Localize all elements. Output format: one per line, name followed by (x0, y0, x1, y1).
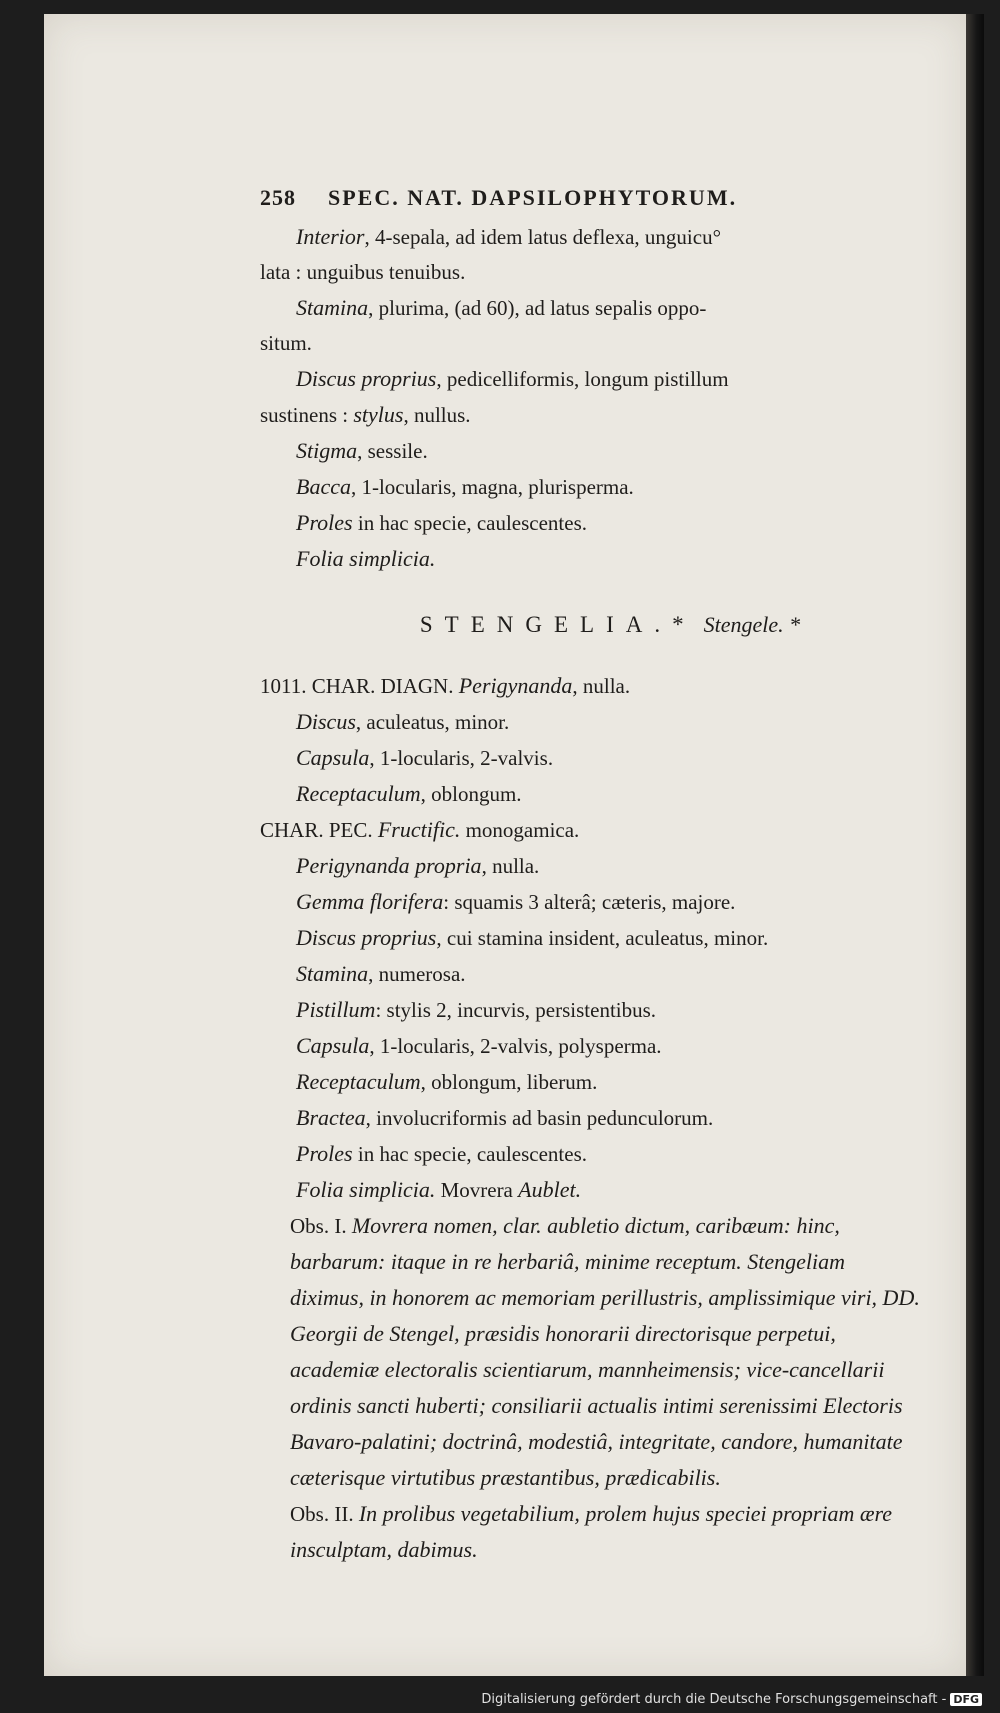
footer-text: Digitalisierung gefördert durch die Deutsche Forschungsgemeinschaft - (481, 1692, 947, 1707)
text-line: Receptaculum, oblongum, liberum. (296, 1069, 598, 1094)
text-line: lata : unguibus tenuibus. (260, 260, 466, 284)
text-line: Stamina, plurima, (ad 60), ad latus sepalis oppo- (296, 295, 707, 320)
observation-2 (260, 1496, 920, 1568)
text-line: Stigma, sessile. (296, 438, 428, 463)
text-line: 1011. CHAR. DIAGN. Perigynanda, nulla. (260, 673, 631, 698)
genus-vernacular: Stengele. * (703, 612, 801, 637)
observation-label: Obs. II. (290, 1502, 354, 1526)
text-line: CHAR. PEC. Fructific. monogamica. (260, 817, 580, 842)
text-line: Gemma florifera: squamis 3 alterâ; cæteris, majore. (296, 889, 736, 914)
text-line: Capsula, 1-locularis, 2-valvis. (296, 745, 554, 770)
text-line: Receptaculum, oblongum. (296, 781, 522, 806)
text-line: Pistillum: stylis 2, incurvis, persistentibus. (296, 997, 657, 1022)
running-title: SPEC. NAT. DAPSILOPHYTORUM. (328, 185, 738, 210)
text-line: situm. (260, 331, 312, 355)
genus-title: STENGELIA.* (419, 612, 696, 637)
observation-label: Obs. I. (290, 1214, 347, 1238)
text-line: Stamina, numerosa. (296, 961, 466, 986)
text-line: Bractea, involucriformis ad basin pedunculorum. (296, 1105, 714, 1130)
page-number: 258 (260, 185, 296, 210)
book-spine (966, 14, 984, 1676)
text-line: Folia simplicia. (296, 546, 436, 571)
dfg-logo: DFG (950, 1693, 982, 1706)
text-line: Proles in hac specie, caulescentes. (296, 1141, 588, 1166)
text-line: Capsula, 1-locularis, 2-valvis, polysperma. (296, 1033, 662, 1058)
text-line: Discus, aculeatus, minor. (296, 709, 510, 734)
funding-footer (481, 1692, 982, 1707)
text-line: Bacca, 1-locularis, magna, plurisperma. (296, 474, 634, 499)
genus-heading (300, 607, 920, 642)
text-line: Interior, 4-sepala, ad idem latus deflexa, unguicu° (296, 224, 721, 249)
text-line: sustinens : stylus, nullus. (260, 402, 471, 427)
text-line: Folia simplicia. Movrera Aublet. (296, 1177, 582, 1202)
text-line: Proles in hac specie, caulescentes. (296, 510, 588, 535)
text-line: Perigynanda propria, nulla. (296, 853, 540, 878)
observation-1 (260, 1208, 920, 1496)
observation-text: In prolibus vegetabilium, prolem hujus speciei propriam ære insculptam, dabimus. (290, 1501, 893, 1562)
running-header (260, 180, 920, 215)
text-line: Discus proprius, cui stamina insident, aculeatus, minor. (296, 925, 769, 950)
page-text (260, 180, 920, 1568)
observation-text: Movrera nomen, clar. aubletio dictum, caribæum: hinc, barbarum: itaque in re herbariâ, minime receptum. Stengeliam diximus, in honorem ac memoriam perillustris, amplissimique viri, DD. Georgii de Stengel, præsidis honorarii directorisque perpetui, academiæ electoralis scientiarum, mannheimensis; vice-cancellarii ordinis sancti huberti; consiliarii actualis intimi serenissimi Electoris Bavaro-palatini; doctrinâ, modestiâ, integritate, candore, humanitate cæterisque virtutibus præstantibus, prædicabilis. (290, 1213, 920, 1490)
text-line: Discus proprius, pedicelliformis, longum pistillum (296, 366, 729, 391)
